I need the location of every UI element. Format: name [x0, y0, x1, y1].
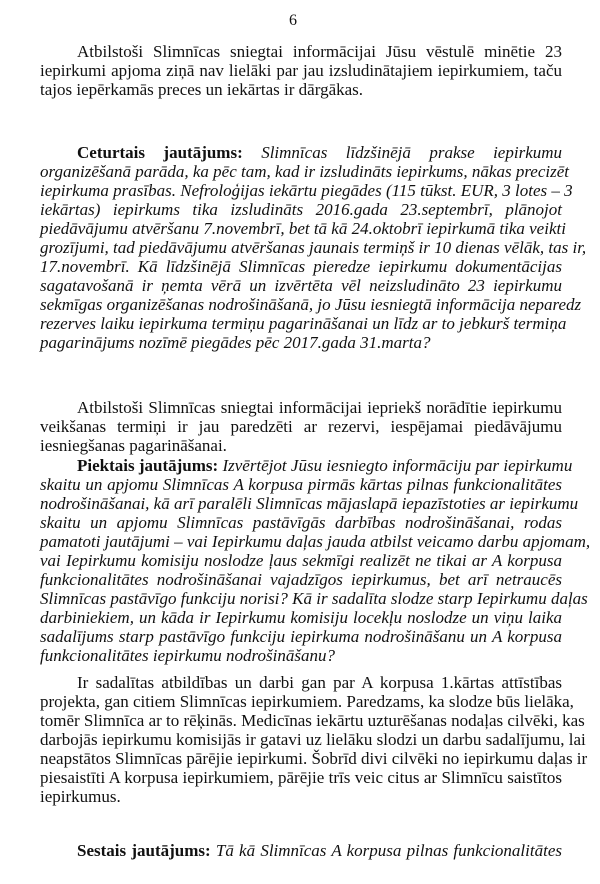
- text-line: skaitu un apjomu Slimnīcas pastāvīgās darbības nodrošināšanai, rodas: [40, 513, 562, 532]
- text-line: organizēšanā parāda, ka pēc tam, kad ir izsludināts iepirkums, nākas precizēt: [40, 162, 570, 181]
- text-line: nodrošināšanai, kā arī paralēli Slimnīcas mājaslapā iepazīstoties ar iepirkumu: [40, 494, 579, 513]
- question-text: Tā kā Slimnīcas A korpusa pilnas funkcionalitātes: [215, 841, 562, 860]
- text-line: veikšanas termiņi ir jau paredzēti ar rezervi, iespējamai piedāvājumu: [40, 417, 562, 436]
- question-label-colon: :: [237, 143, 243, 162]
- question-paragraph: [40, 841, 562, 860]
- text-line: Atbilstoši Slimnīcas sniegtai informācijai Jūsu vēstulē minētie 23: [77, 42, 562, 61]
- text-line: Slimnīcas pastāvīgo funkciju norisi? Kā ir sadalīta slodze starp Iepirkumu daļas: [40, 589, 588, 608]
- question-label-colon: :: [212, 456, 219, 475]
- text-line: iepirkuma prasības. Nefroloģijas iekārtu piegādes (115 tūkst. EUR, 3 lotes – 3: [40, 181, 573, 200]
- text-line: sekmīgas organizēšanas nodrošināšanā, jo Jūsu iesniegtā informācija neparedz: [40, 295, 582, 314]
- page-number: 6: [289, 12, 297, 29]
- text-line: iepirkumi apjoma ziņā nav lielāki par jau izsludinātajiem iepirkumiem, taču: [40, 61, 562, 80]
- question-text: Slimnīcas līdzšinējā prakse iepirkumu: [261, 143, 563, 162]
- text-line: grozījumi, tad piedāvājumu atvēršanas jaunais termiņš ir 10 dienas vēlāk, tas ir,: [40, 238, 587, 257]
- text-line: iepirkumus.: [40, 787, 121, 806]
- question-label: Ceturtais jautājums: [77, 143, 238, 162]
- question-first-line: [40, 456, 573, 475]
- question-label: Sestais jautājums: [77, 841, 205, 860]
- text-line: piesaistīti A korpusa iepirkumiem, pārējie trīs veic citus ar Slimnīcu saistītos: [40, 768, 562, 787]
- text-line: rezerves laiku iepirkuma termiņu pagarināšanai un līdz ar to jebkurš termiņa: [40, 314, 567, 333]
- question-paragraph: [40, 456, 591, 665]
- text-line: Ir sadalītas atbildības un darbi gan par A korpusa 1.kārtas attīstības: [77, 673, 562, 692]
- answer-paragraph: [40, 673, 588, 806]
- question-first-line: [40, 841, 562, 860]
- text-line: neapstātos Slimnīcas pārējie iepirkumi. Šobrīd divi cilvēki no iepirkumu daļas ir: [40, 749, 588, 768]
- text-line: projekta, gan citiem Slimnīcas iepirkumiem. Paredzams, ka slodze būs lielāka,: [40, 692, 574, 711]
- text-line: piedāvājumu atvēršanu 7.novembrī, bet tā kā 24.oktobrī iepirkumā tika veikti: [40, 219, 566, 238]
- text-line: pamatoti jautājumi – vai Iepirkumu daļas jauda atbilst veicamo darbu apjomam,: [40, 532, 591, 551]
- text-line: darbiniekiem, un kāda ir Iepirkumu komisiju locekļu noslodze un viņu laika: [40, 608, 562, 627]
- text-line: pagarinājums nozīmē piegādes pēc 2017.gada 31.marta?: [40, 333, 431, 352]
- answer-paragraph: [40, 42, 562, 99]
- question-text: Izvērtējot Jūsu iesniegto informāciju par iepirkumu: [222, 456, 573, 475]
- text-line: sagatavošanā ir ņemta vērā un izvērtēta vēl neizsludināto 23 iepirkumu: [40, 276, 562, 295]
- text-line: tajos iepērkamās preces un iekārtas ir dārgākas.: [40, 80, 364, 99]
- text-line: vai Iepirkumu komisiju noslodze ļaus sekmīgi realizēt ne tikai ar A korpusa: [40, 551, 562, 570]
- text-line: funkcionalitātes nodrošināšanai vajadzīgos iepirkumus, bet arī netraucēs: [40, 570, 562, 589]
- text-line: funkcionalitātes iepirkumu nodrošināšanu?: [40, 646, 335, 665]
- text-line: darbojās iepirkumu komisijās ir gatavi uz lielāku slodzi un darbu sadalījumu, lai: [40, 730, 586, 749]
- text-line: Atbilstoši Slimnīcas sniegtai informācijai iepriekš norādītie iepirkumu: [77, 398, 562, 417]
- question-label-colon: :: [205, 841, 211, 860]
- question-paragraph: [40, 143, 587, 352]
- text-line: iesniegšanas pagarināšanai.: [40, 436, 227, 455]
- text-line: 17.novembrī. Kā līdzšinējā Slimnīcas pieredze iepirkumu dokumentācijas: [40, 257, 562, 276]
- question-first-line: [40, 143, 562, 162]
- answer-paragraph: [40, 398, 562, 455]
- text-line: sadalījums starp pastāvīgo funkciju iepirkuma nodrošināšanu un A korpusa: [40, 627, 562, 646]
- question-label: Piektais jautājums: [77, 456, 213, 475]
- text-line: iekārtas) iepirkums tika izsludināts 2016.gada 23.septembrī, plānojot: [40, 200, 562, 219]
- text-line: skaitu un apjomu Slimnīcas A korpusa pirmās kārtas pilnas funkcionalitātes: [40, 475, 562, 494]
- text-line: tomēr Slimnīca ar to rēķinās. Medicīnas iekārtu uzturēšanas nodaļas cilvēki, kas: [40, 711, 585, 730]
